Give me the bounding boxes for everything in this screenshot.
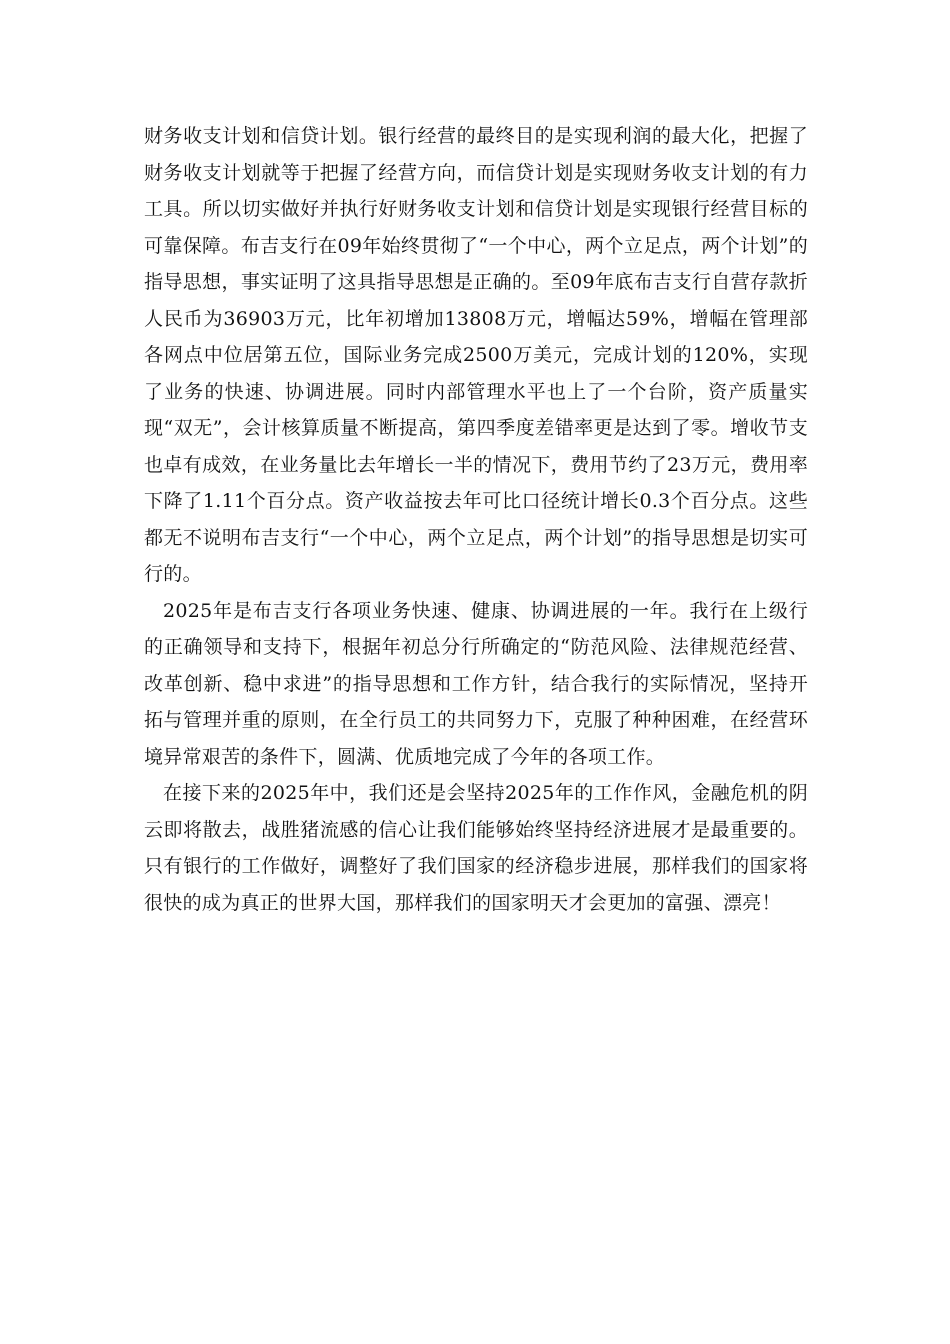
paragraph-continuation: 财务收支计划和信贷计划。银行经营的最终目的是实现利润的最大化，把握了财务收支计划就等于把握了经营方向，而信贷计划是实现财务收支计划的有力工具。所以切实做好并执行好财务收支计划和信贷计划是实现银行经营目标的可靠保障。布吉支行在09年始终贯彻了“一个中心，两个立足点，两个计划”的指导思想，事实证明了这具指导思想是正确的。至09年底布吉支行自营存款折人民币为36903万元，比年初增加13808万元，增幅达59%，增幅在管理部各网点中位居第五位，国际业务完成2500万美元，完成计划的120%，实现了业务的快速、协调进展。同时内部管理水平也上了一个台阶，资产质量实现“双无”，会计核算质量不断提高，第四季度差错率更是达到了零。增收节支也卓有成效，在业务量比去年增长一半的情况下，费用节约了23万元，费用率下降了1.11个百分点。资产收益按去年可比口径统计增长0.3个百分点。这些都无不说明布吉支行“一个中心，两个立足点，两个计划”的指导思想是切实可行的。 <box>144 125 808 585</box>
paragraph-outlook: 在接下来的2025年中，我们还是会坚持2025年的工作作风，金融危机的阴云即将散去，战胜猪流感的信心让我们能够始终坚持经济进展才是最重要的。只有银行的工作做好，调整好了我们国家的经济稳步进展，那样我们的国家将很快的成为真正的世界大国，那样我们的国家明天才会更加的富强、漂亮！ <box>144 782 808 914</box>
document-body <box>144 118 808 921</box>
paragraph-annual-review: 2025年是布吉支行各项业务快速、健康、协调进展的一年。我行在上级行的正确领导和支持下，根据年初总分行所确定的“防范风险、法律规范经营、改革创新、稳中求进”的指导思想和工作方针，结合我行的实际情况，坚持开拓与管理并重的原则，在全行员工的共同努力下，克服了种种困难，在经营环境异常艰苦的条件下，圆满、优质地完成了今年的各项工作。 <box>144 599 808 768</box>
